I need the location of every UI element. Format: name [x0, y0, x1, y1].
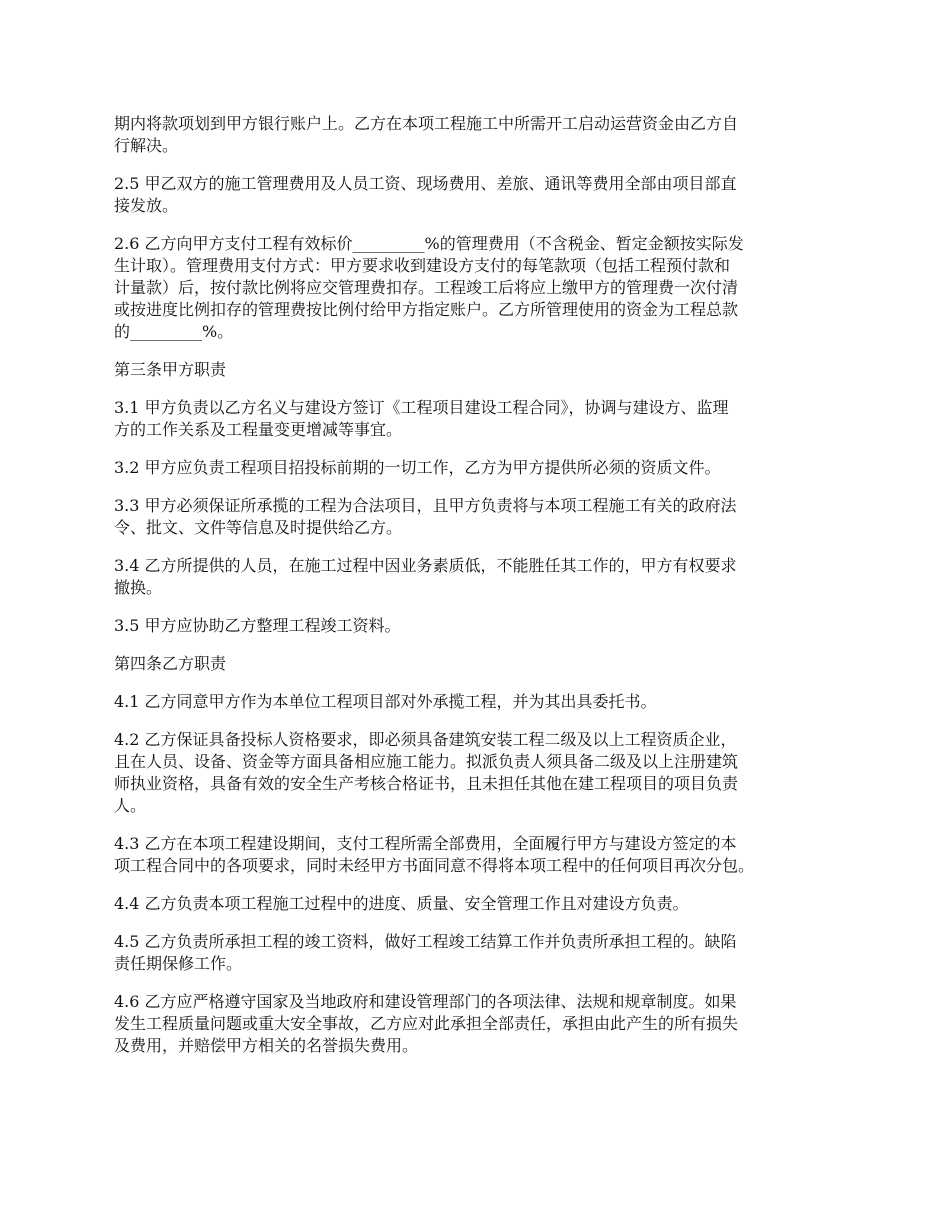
text-line: 4.5 乙方负责所承担工程的竣工资料，做好工程竣工结算工作并负责所承担工程的。缺陷: [114, 932, 737, 951]
text-line: 行解决。: [114, 136, 179, 155]
text-line: 或按进度比例扣存的管理费按比例付给甲方指定账户。乙方所管理使用的资金为工程总款: [114, 300, 739, 319]
text-line: 2.5 甲乙双方的施工管理费用及人员工资、现场费用、差旅、通讯等费用全部由项目部直: [114, 174, 737, 193]
text-line: 2.6 乙方向甲方支付工程有效标价_________%的管理费用（不含税金、暂定金额按实际发: [114, 234, 744, 253]
paragraph: [114, 893, 854, 915]
text-line: 接发放。: [114, 196, 179, 215]
text-line: 的_________%。: [114, 322, 234, 341]
text-line: 4.1 乙方同意甲方作为本单位工程项目部对外承揽工程，并为其出具委托书。: [114, 692, 657, 711]
paragraph: [114, 555, 854, 599]
text-line: 3.1 甲方负责以乙方名义与建设方签订《工程项目建设工程合同》，协调与建设方、监理: [114, 398, 729, 417]
text-line: 撤换。: [114, 578, 163, 597]
text-line: 及费用，并赔偿甲方相关的名誉损失费用。: [114, 1036, 419, 1055]
text-line: 4.6 乙方应严格遵守国家及当地政府和建设管理部门的各项法律、法规和规章制度。如果: [114, 992, 737, 1011]
text-line: 第四条乙方职责: [114, 654, 227, 673]
paragraph: [114, 495, 854, 539]
text-line: 期内将款项划到甲方银行账户上。乙方在本项工程施工中所需开工启动运营资金由乙方自: [114, 114, 739, 133]
text-line: 发生工程质量问题或重大安全事故，乙方应对此承担全部责任，承担由此产生的所有损失: [114, 1014, 739, 1033]
text-line: 3.4 乙方所提供的人员，在施工过程中因业务素质低，不能胜任其工作的，甲方有权要求: [114, 556, 737, 575]
text-line: 4.4 乙方负责本项工程施工过程中的进度、质量、安全管理工作且对建设方负责。: [114, 894, 689, 913]
text-line: 3.3 甲方必须保证所承揽的工程为合法项目，且甲方负责将与本项工程施工有关的政府法: [114, 496, 737, 515]
text-line: 3.5 甲方应协助乙方整理工程竣工资料。: [114, 616, 401, 635]
paragraph: [114, 233, 854, 343]
text-line: 且在人员、设备、资金等方面具备相应施工能力。拟派负责人须具备二级及以上注册建筑: [114, 752, 739, 771]
text-line: 第三条甲方职责: [114, 360, 227, 379]
paragraph: [114, 173, 854, 217]
paragraph: [114, 457, 854, 479]
paragraph: [114, 615, 854, 637]
paragraph: [114, 397, 854, 441]
paragraph: [114, 359, 854, 381]
text-line: 计量款）后，按付款比例将应交管理费扣存。工程竣工后将应上缴甲方的管理费一次付清: [114, 278, 739, 297]
text-line: 项工程合同中的各项要求，同时未经甲方书面同意不得将本项工程中的任何项目再次分包。: [114, 856, 755, 875]
paragraph: [114, 653, 854, 675]
text-line: 3.2 甲方应负责工程项目招投标前期的一切工作，乙方为甲方提供所必须的资质文件。: [114, 458, 721, 477]
text-line: 方的工作关系及工程量变更增减等事宜。: [114, 420, 403, 439]
text-line: 4.3 乙方在本项工程建设期间，支付工程所需全部费用，全面履行甲方与建设方签定的本: [114, 834, 737, 853]
text-line: 师执业资格，具备有效的安全生产考核合格证书，且未担任其他在建工程项目的项目负责: [114, 774, 739, 793]
document-body: [114, 113, 854, 1073]
paragraph: [114, 691, 854, 713]
text-line: 生计取）。管理费用支付方式：甲方要求收到建设方支付的每笔款项（包括工程预付款和: [114, 256, 731, 275]
paragraph: [114, 729, 854, 817]
text-line: 人。: [114, 796, 147, 815]
paragraph: [114, 833, 854, 877]
paragraph: [114, 113, 854, 157]
paragraph: [114, 991, 854, 1057]
paragraph: [114, 931, 854, 975]
text-line: 责任期保修工作。: [114, 954, 243, 973]
text-line: 4.2 乙方保证具备投标人资格要求，即必须具备建筑安装工程二级及以上工程资质企业，: [114, 730, 737, 749]
text-line: 令、批文、文件等信息及时提供给乙方。: [114, 518, 403, 537]
